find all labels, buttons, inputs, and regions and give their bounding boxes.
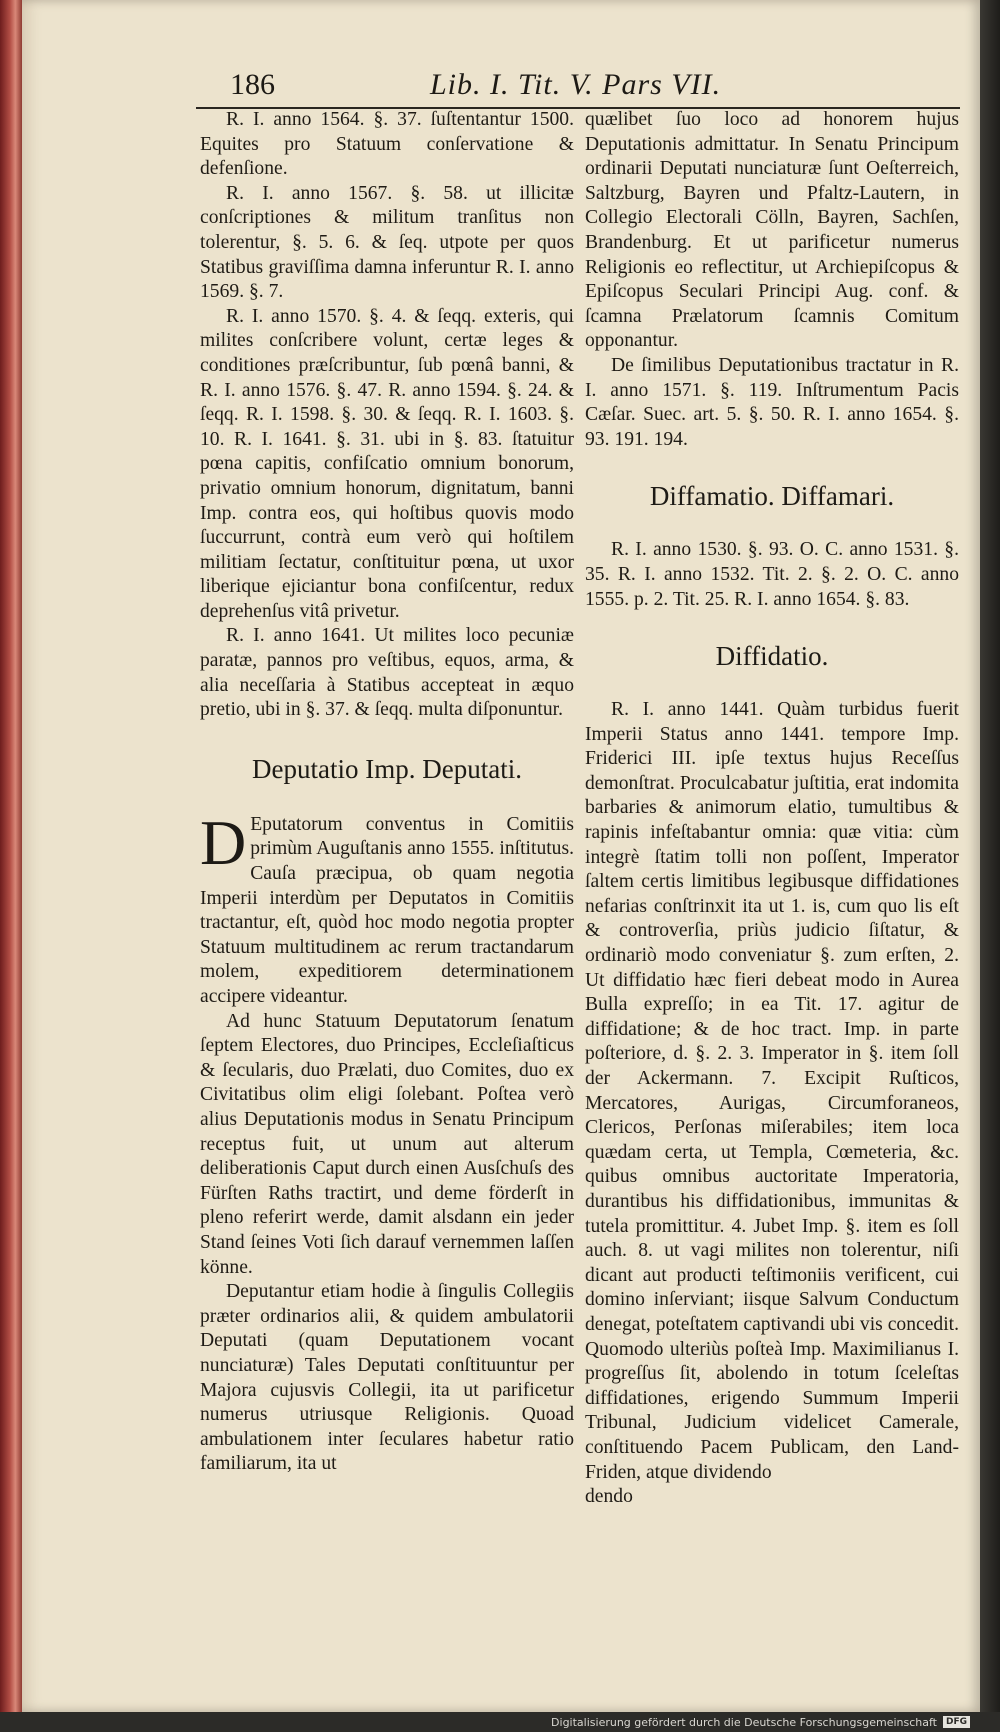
book-binding-edge [0, 0, 22, 1732]
left-section-paragraph: Eputatorum conventus in Comitiis primùm Auguſtanis anno 1555. inſtitutus. Cauſa præcipua, ob quam negotia Imperii interdùm per Deputatos in Comitiis tractantur, eſt, quòd hoc modo negotia propter Statuum multitudinem ac rerum tractandarum molem, expeditiorem determinationem accipere videantur. [200, 813, 574, 1007]
running-title: Lib. I. Tit. V. Pars VII. [430, 68, 722, 101]
page-number: 186 [230, 68, 275, 101]
right-column [585, 108, 959, 1510]
section-title-deputatio: Deputatio Imp. Deputati. [252, 753, 522, 784]
left-column [200, 108, 574, 1477]
left-paragraph: R. I. anno 1641. Ut milites loco pecuniæ paratæ, pannos pro veſtibus, equos, arma, & alia neceſſaria à Statibus accepteat in æquo pretio, ubi in §. 37. & ſeqq. multa diſponuntur. [200, 625, 574, 721]
right-section1-paragraph: R. I. anno 1530. §. 93. O. C. anno 1531. §. 35. R. I. anno 1532. Tit. 2. §. 2. O. C. anno 1555. p. 2. Tit. 25. R. I. anno 1654. §. 83. [585, 539, 959, 610]
right-paragraph: De ſimilibus Deputationibus tractatur in R. I. anno 1571. §. 119. Inſtrumentum Pacis Cæſar. Suec. art. 5. §. 50. R. I. anno 1654. §. 93. 191. 194. [585, 354, 959, 450]
section-title-diffidatio: Diffidatio. [715, 641, 829, 672]
section-title-diffamatio: Diffamatio. Diffamari. [649, 481, 895, 512]
dfg-logo: DFG [943, 1716, 970, 1728]
digitization-footer [0, 1712, 1000, 1732]
scan-border-right [980, 0, 1000, 1712]
section-body [200, 806, 574, 1010]
drop-cap: D [200, 806, 247, 878]
left-section-paragraph: Deputantur etiam hodie à ſingulis Collegiis præter ordinarios alii, & quidem ambulatorii Deputati (quam Deputationem vocant nunciaturæ) Tales Deputati conſtituuntur per Majora cujusvis Collegii, ita ut parificetur numerus utriusque Religionis. Quoad ambulationem inter ſeculares habetur ratio familiarum, ita ut [200, 1281, 574, 1475]
left-paragraph: R. I. anno 1567. §. 58. ut illicitæ conſcriptiones & militum tranſitus non tolerentur, §. 5. 6. & ſeq. utpote per quos Statibus graviſſima damna inferuntur R. I. anno 1569. §. 7. [200, 182, 574, 303]
right-paragraph: quælibet ſuo loco ad honorem hujus Deputationis admittatur. In Senatu Principum ordinarii Deputati nunciaturæ ſunt Oeſterreich, Saltzburg, Bayren und Pfaltz-Lautern, in Collegio Electorali Cölln, Bayren, Sachſen, Brandenburg. Et ut parificetur numerus Religionis eo reflectitur, ut Archiepiſcopus & Epiſcopus Seculari Principi Aug. conf. & ſcamna Prælatorum ſcamnis Comitum opponantur. [585, 109, 959, 352]
left-paragraph: R. I. anno 1570. §. 4. & ſeqq. exteris, qui milites conſcribere volunt, certæ leges & conditiones præſcribuntur, ſub pœnâ banni, & R. I. anno 1576. §. 47. R. anno 1594. §. 24. & ſeqq. R. I. 1598. §. 30. & ſeqq. R. I. 1603. §. 10. R. I. 1641. §. 31. ubi in §. 83. ſtatuitur pœna capitis, confiſcatio omnium bonorum, privatio omnium honorum, dignitatum, banni Imp. contra eos, qui hoſtibus quovis modo ſuccurrunt, contrà eum verò qui hoſtilem militiam ſectatur, conſtituitur pœna, ut uxor liberique ejiciantur bona confiſcentur, redux deprehenſus vitâ privetur. [200, 305, 574, 622]
right-section2-paragraph: R. I. anno 1441. Quàm turbidus fuerit Imperii Status anno 1441. tempore Imp. Friderici III. ipſe textus hujus Receſſus demonſtrat. Proculcabatur juſtitia, erat indomita barbaries & animorum elatio, tumultibus & rapinis infeſtabantur omnia: quæ vitia: cùm integrè ſtatim tolli non poſſent, Imperator ſaltem certis limitibus legibusque diffidationes nefarias conſtrinxit ita ut 1. is, cum quo lis eſt & controverſia, priùs judicio ſiſtatur, & ordinariò modo conveniatur §. zum erſten, 2. Ut diffidatio hæc fieri debeat modo in Aurea Bulla expreſſo; in ea Tit. 17. agitur de diffidatione; & de hoc tract. Imp. in parte poſteriore, d. §. 2. 3. Imperator in §. item ſoll der Ackermann. 7. Excipit Ruſticos, Mercatores, Aurigas, Circumforaneos, Clericos, Perſonas miſerabiles; item loca quædam certa, ut Templa, Cœmeteria, &c. quibus omnibus auctoritate Imperatoria, durantibus his diffidationibus, immunitas & tutela promittitur. 4. Jubet Imp. §. item es ſoll auch. 8. ut vagi milites non tolerentur, niſi dicant aut producti teſtimoniis verificent, cui domino inſerviant; iisque Salvum Conductum denegat, poteſtatem captivandi ubi vis concedit. Quomodo ulteriùs poſteà Imp. Maximilianus I. progreſſus ſit, abolendo in totum ſceleſtas diffidationes, erigendo Summum Imperii Tribunal, Judicium videlicet Camerale, conſtituendo Pacem Publicam, den Land-Friden, atque dividendo [585, 699, 959, 1483]
left-section-paragraph: Ad hunc Statuum Deputatorum ſenatum ſeptem Electores, duo Principes, Eccleſiaſticus & ſecularis, duo Prælati, duo Comites, duo ex Civitatibus olim eligi ſolebant. Poſtea verò alius Deputationis modus in Senatu Principum receptus fuit, ut unum aut alterum deliberationis Caput durch einen Ausſchuſs des Fürſten Raths tractirt, und deme förderſt in pleno referirt werde, damit alsdann ein jeder Stand ſeines Voti ſich darauf vernemmen laſſen könne. [200, 1010, 574, 1278]
catchword: dendo [585, 1486, 633, 1508]
left-paragraph: R. I. anno 1564. §. 37. ſuſtentantur 1500. Equites pro Statuum conſervatione & defenſione. [200, 109, 574, 180]
footer-credit-text: Digitalisierung gefördert durch die Deutsche Forschungsgemeinschaft [551, 1715, 937, 1729]
page-header [230, 66, 950, 106]
